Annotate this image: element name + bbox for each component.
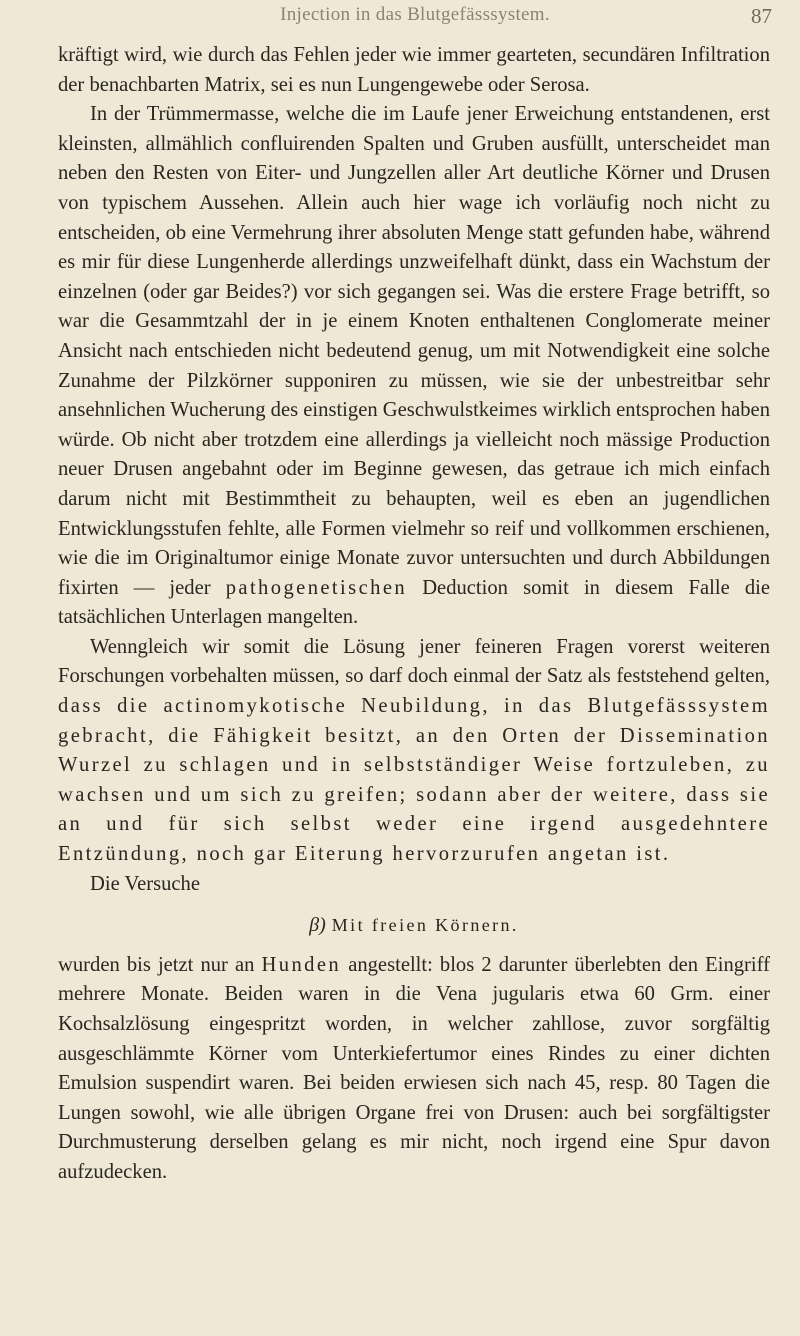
paragraph-2-text: In der Trümmermasse, welche die im Laufe jener Erweichung entstandenen, erst kleinsten, allmählich confluirenden Spalten und Gruben ausfüllt, unterscheidet man neben den Resten von Eiter- und Jungzellen aller Art deutliche Körner und Drusen von typischem Aussehen. Allein auch hier wage ich vorläufig noch nicht zu entscheiden, ob eine Vermehrung ihrer absoluten Menge statt gefunden habe, während es mir für diese Lungenherde allerdings unzweifelhaft dünkt, dass ein Wachstum der einzelnen (oder gar Beides?) vor sich gegangen sei. Was die erstere Frage betrifft, so war die Gesammtzahl der in je einem Knoten enthaltenen Conglomerate meiner Ansicht nach entschieden nicht bedeutend genug, um mit Notwendigkeit eine solche Zunahme der Pilzkörner supponiren zu müssen, wie sie der unbestreitbar sehr ansehnlichen Wucherung des einstigen Geschwulstkeimes wirklich entsprochen haben würde. Ob nicht aber trotzdem eine allerdings ja vielleicht noch mässige Production neuer Drusen angebahnt oder im Beginne gewesen, das getraue ich mich einfach darum nicht mit Bestimmtheit zu behaupten, weil es eben an jugendlichen Entwicklungsstufen fehlte, alle Formen vielmehr so reif und vollkommen erschienen, wie die im Originaltumor einige Monate zuvor untersuchten und durch Abbildungen fixirten — jeder [58,103,770,599]
paragraph-1: kräftigt wird, wie durch das Fehlen jeder wie immer gearteten, secundären Infiltration der benachbarten Matrix, sei es nun Lungengewebe oder Serosa. [58,44,770,96]
paragraph-4: Die Versuche [90,872,200,895]
paragraph-2 [58,100,770,633]
body-text [58,41,770,1188]
running-title: Injection in das Blutgefässsystem. [280,4,550,25]
section-title: Mit freien Körnern. [331,915,519,936]
paragraph-3-text: Wenngleich wir somit die Lösung jener feineren Fragen vorerst weiteren Forschungen vorbehalten müssen, so darf doch einmal der Satz als feststehend gelten, [58,635,770,688]
paragraph-5-text: wurden bis jetzt nur an [58,953,255,976]
emphasis-hunden: Hunden [261,953,342,976]
section-marker: β) [309,914,326,937]
running-header [58,4,772,34]
page-number: 87 [751,4,772,28]
paragraph-5-tail: angestellt: blos 2 darunter überlebten den Eingriff mehrere Monate. Beiden waren in die Vena jugularis etwa 60 Grm. einer Kochsalzlösung eingespritzt worden, in welcher zahllose, zuvor sorgfältig ausgeschlämmte Körner vom Unterkiefertumor eines Rindes zu einer dichten Emulsion suspendirt waren. Bei beiden erwiesen sich nach 45, resp. 80 Tagen die Lungen sowohl, wie alle übrigen Organe frei von Drusen: auch bei sorgfältigster Durchmusterung derselben gelang es mir nicht, noch irgend eine Spur davon aufzudecken. [58,953,770,1183]
paragraph-3 [58,633,770,870]
emphasis-conclusion: dass die actinomykotische Neubildung, in das Blutgefässsystem gebracht, die Fähigkeit besitzt, an den Orten der Dissemination Wurzel zu schlagen und in selbstständiger Weise fortzuleben, zu wachsen und um sich zu greifen; sodann aber der weitere, dass sie an und für sich selbst weder eine irgend ausgedehntere Entzündung, noch gar Eiterung hervorzurufen angetan ist. [58,695,770,866]
paragraph-5 [58,951,770,1188]
section-heading [58,911,770,941]
emphasis-pathogenetischen: pathogenetischen [225,576,408,599]
paragraph-2-tail: Deduction somit in diesem Falle die tatsächlichen Unterlagen mangelten. [58,576,770,629]
